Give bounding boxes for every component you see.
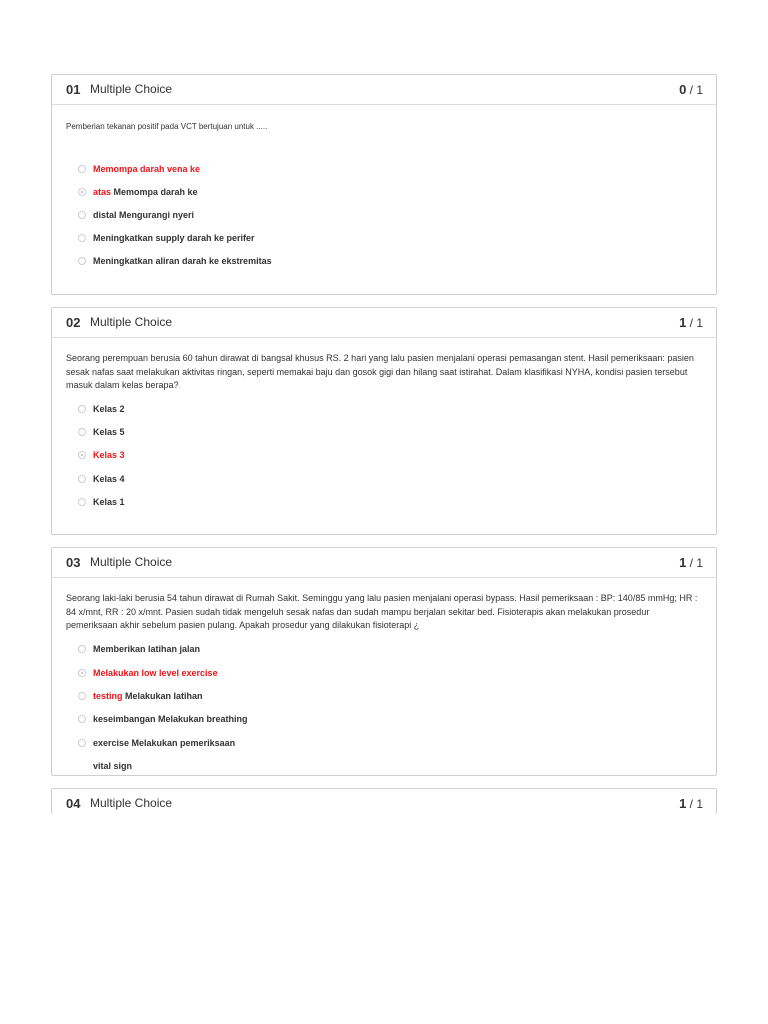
answer-option[interactable]: Memberikan latihan jalan [93,642,200,656]
radio-button[interactable] [78,739,86,747]
answer-option[interactable]: keseimbangan Melakukan breathing [93,712,248,726]
answer-option-continuation: vital sign [93,761,133,771]
answer-option[interactable]: Kelas 3 [93,448,125,462]
question-text: Pemberian tekanan positif pada VCT bertujuan untuk ..... [66,122,268,131]
question-header [52,548,716,578]
question-score: 1 / 1 [679,555,703,570]
question-header [52,75,716,105]
question-header [52,789,716,814]
question-type: Multiple Choice [90,315,173,329]
radio-button[interactable] [78,405,86,413]
answer-option[interactable]: Meningkatkan supply darah ke perifer [93,231,255,245]
radio-button[interactable] [78,428,86,436]
question-number: 02 [66,315,81,330]
radio-button[interactable] [78,211,86,219]
score-max: 1 [696,556,703,570]
question-card-01 [51,74,717,295]
radio-button[interactable] [78,234,86,242]
radio-button[interactable] [78,475,86,483]
radio-button[interactable] [78,692,86,700]
score-max: 1 [696,316,703,330]
answer-option[interactable]: Melakukan low level exercise [93,666,218,680]
question-type: Multiple Choice [90,82,173,96]
score-value: 1 [679,796,687,811]
score-max: 1 [696,83,703,97]
question-score: 1 / 1 [679,315,703,330]
answer-option[interactable]: Kelas 2 [93,402,125,416]
question-text: Seorang laki-laki berusia 54 tahun dirawat di Rumah Sakit. Seminggu yang lalu pasien menjalani operasi bypass. Hasil pemeriksaan : BP: 140/85 mmHg; HR : 84 x/mnt, RR : 20 x/mnt. Pasien sudah tidak mengeluh sesak nafas dan sudah mampu berjalan sekitar bed. Fisioterapis akan melakukan prosedur pemeriksaan akhir sebelum pasien pulang. Apakah prosedur yang dilakukan fisioterapi ¿ [66,593,698,630]
question-score: 1 / 1 [679,796,703,811]
radio-button[interactable] [78,645,86,653]
answer-option[interactable]: exercise Melakukan pemeriksaan [93,736,235,750]
radio-button[interactable] [78,165,86,173]
answer-option[interactable]: Meningkatkan aliran darah ke ekstremitas [93,254,272,268]
answer-option[interactable]: Kelas 4 [93,472,125,486]
question-card-02 [51,307,717,535]
question-type: Multiple Choice [90,555,173,569]
question-card-04 [51,788,717,814]
answer-option[interactable]: distal Mengurangi nyeri [93,208,194,222]
question-number: 04 [66,796,81,811]
answer-option[interactable]: Kelas 5 [93,425,125,439]
answer-option[interactable]: testing Melakukan latihan [93,689,203,703]
radio-button-selected[interactable] [78,188,86,196]
radio-button-selected[interactable] [78,451,86,459]
question-score: 0 / 1 [679,82,703,97]
radio-button[interactable] [78,257,86,265]
answer-option[interactable]: Kelas 1 [93,495,125,509]
score-value: 1 [679,315,687,330]
question-type: Multiple Choice [90,796,173,810]
question-number: 01 [66,82,81,97]
answer-option[interactable]: Memompa darah vena ke [93,162,200,176]
score-value: 1 [679,555,687,570]
question-text: Seorang perempuan berusia 60 tahun dirawat di bangsal khusus RS. 2 hari yang lalu pasien menjalani operasi pemasangan stent. Hasil pemeriksaan: pasien sesak nafas saat melakukan aktivitas ringan, seperti memakai baju dan gosok gigi dan hilang saat istirahat. Dalam klasifikasi NYHA, kondisi pasien tersebut masuk dalam kelas berapa? [66,353,694,390]
score-max: 1 [696,797,703,811]
question-header [52,308,716,338]
question-number: 03 [66,555,81,570]
radio-button[interactable] [78,715,86,723]
score-value: 0 [679,82,687,97]
radio-button[interactable] [78,498,86,506]
radio-button-selected[interactable] [78,669,86,677]
answer-option[interactable]: atas Memompa darah ke [93,185,198,199]
question-card-03 [51,547,717,776]
